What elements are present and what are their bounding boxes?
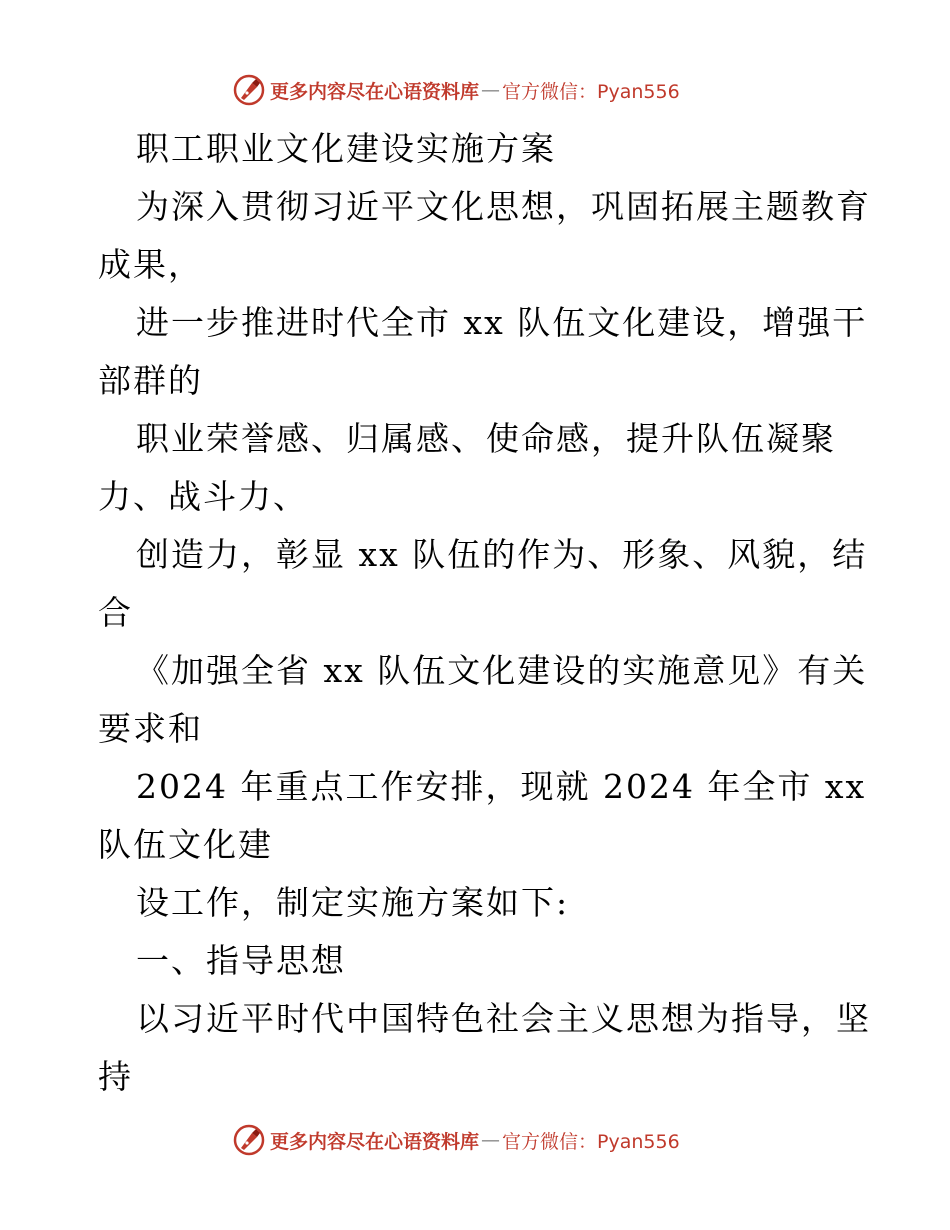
paragraph-line: 进一步推进时代全市 xx 队伍文化建设，增强干 [136,303,868,342]
section-heading: 一、指导思想 [136,941,346,980]
document-body [98,120,871,1106]
paragraph-line: 设工作，制定实施方案如下: [136,883,570,922]
pen-nib-logo-icon [232,1123,266,1157]
footer-banner-separator: — [481,1129,501,1151]
document-title: 职工职业文化建设实施方案 [136,129,556,168]
paragraph-line: 持 [98,1057,133,1096]
footer-banner-text: 更多内容尽在心语资料库 [270,1130,480,1153]
paragraph-line: 合 [98,593,133,632]
paragraph-line: 以习近平时代中国特色社会主义思想为指导，坚 [136,999,871,1038]
paragraph-line: 成果， [98,245,203,284]
header-banner-separator: — [481,79,501,101]
paragraph-line: 队伍文化建 [98,825,273,864]
paragraph-line: 部群的 [98,361,203,400]
header-banner-text: 更多内容尽在心语资料库 [270,80,480,103]
header-banner-contact: 官方微信：Pyan556 [502,80,680,103]
header-banner [232,72,680,108]
paragraph-line: 力、战斗力、 [98,477,308,516]
paragraph-line: 要求和 [98,709,203,748]
footer-banner-contact: 官方微信：Pyan556 [502,1130,680,1153]
paragraph-line: 《加强全省 xx 队伍文化建设的实施意见》有关 [136,651,868,690]
paragraph-line: 为深入贯彻习近平文化思想，巩固拓展主题教育 [136,187,871,226]
pen-nib-logo-icon [232,73,266,107]
paragraph-line: 2024 年重点工作安排，现就 2024 年全市 xx [136,767,867,806]
paragraph-line: 创造力，彰显 xx 队伍的作为、形象、风貌，结 [136,535,868,574]
footer-banner [232,1122,680,1158]
paragraph-line: 职业荣誉感、归属感、使命感，提升队伍凝聚 [136,419,836,458]
